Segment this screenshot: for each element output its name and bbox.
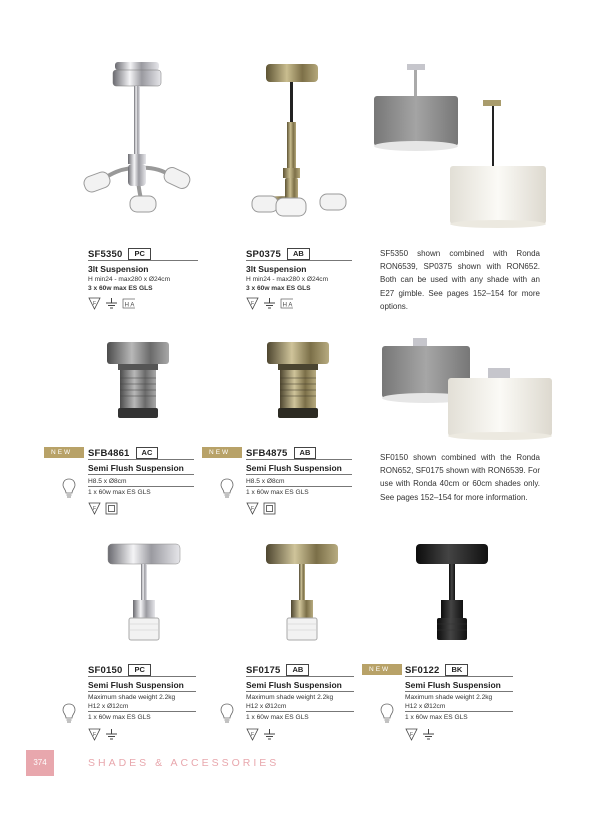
divider [88, 260, 198, 261]
product-code: SFB4861 [88, 447, 130, 459]
combination-note-1: SF5350 shown combined with Ronda RON6539, SP0375 shown with RON652. Both can be used with any shade with an E27 gimble. See pages 152–154 for more options. [380, 249, 540, 311]
product-bulb-spec: 3 x 60w max ES GLS [88, 285, 153, 292]
sf0150-code-row [88, 664, 151, 676]
product-title: Semi Flush Suspension [246, 680, 342, 690]
product-title: Semi Flush Suspension [88, 463, 184, 473]
f-mark-text: F [409, 732, 414, 738]
divider [88, 691, 196, 692]
divider [246, 676, 354, 677]
f-mark-icon [246, 502, 259, 515]
finish-badge: AB [294, 447, 317, 459]
product-title: Semi Flush Suspension [405, 680, 501, 690]
earth-icon [105, 297, 118, 310]
sf0150-product-image [104, 540, 184, 650]
shade-weight: Maximum shade weight 2.2kg [88, 694, 176, 701]
divider [246, 711, 354, 712]
divider [405, 711, 513, 712]
ha-mark-icon [122, 297, 135, 310]
f-mark-text: F [250, 732, 255, 738]
divider [246, 459, 352, 460]
sf0122-cert-icons [405, 728, 435, 741]
finish-badge: AB [287, 248, 310, 260]
bulb-icon [380, 703, 394, 725]
f-mark-icon [88, 728, 101, 741]
double-insulated-icon [263, 502, 276, 515]
product-title: 3lt Suspension [246, 264, 307, 274]
ha-mark-text: H A [124, 302, 135, 309]
product-bulb-spec: 1 x 60w max ES GLS [246, 489, 309, 496]
page-number: 374 [26, 750, 54, 776]
product-dimensions: H12 x Ø12cm [405, 703, 446, 710]
sp0375-product-image [246, 58, 356, 228]
divider [246, 260, 352, 261]
product-code: SP0375 [246, 248, 282, 260]
new-tag: NEW [362, 664, 402, 675]
divider [88, 676, 196, 677]
product-code: SF0122 [405, 664, 440, 676]
sf5350-code-row [88, 248, 151, 260]
bulb-icon [62, 703, 76, 725]
f-mark-text: F [250, 301, 255, 307]
sfb4861-cert-icons [88, 502, 118, 515]
shade-weight: Maximum shade weight 2.2kg [246, 694, 334, 701]
product-code: SFB4875 [246, 447, 288, 459]
f-mark-text: F [92, 732, 97, 738]
f-mark-text: F [92, 506, 97, 512]
divider [246, 691, 354, 692]
f-mark-text: F [92, 301, 97, 307]
divider [88, 486, 194, 487]
double-insulated-icon [105, 502, 118, 515]
section-title: SHADES & ACCESSORIES [88, 757, 280, 769]
divider [246, 474, 352, 475]
f-mark-icon [405, 728, 418, 741]
f-mark-icon [246, 297, 259, 310]
earth-icon [422, 728, 435, 741]
bulb-icon [220, 703, 234, 725]
new-tag: NEW [202, 447, 242, 458]
product-title: Semi Flush Suspension [246, 463, 342, 473]
sf0175-cert-icons [246, 728, 276, 741]
product-code: SF5350 [88, 248, 123, 260]
sp0375-code-row [246, 248, 310, 260]
sf5350-product-image [78, 56, 198, 226]
finish-badge: PC [128, 664, 150, 676]
sfb4875-product-image [264, 338, 334, 420]
new-tag: NEW [44, 447, 84, 458]
product-code: SF0150 [88, 664, 123, 676]
bulb-icon [62, 478, 76, 500]
sf0175-code-row [246, 664, 309, 676]
sf0150-cert-icons [88, 728, 118, 741]
f-mark-icon [88, 502, 101, 515]
product-dimensions: H8.5 x Ø8cm [88, 478, 127, 485]
divider [246, 486, 352, 487]
divider [88, 711, 196, 712]
f-mark-icon [88, 297, 101, 310]
sf5350-cert-icons [88, 297, 135, 310]
divider [88, 474, 194, 475]
f-mark-icon [246, 728, 259, 741]
product-bulb-spec: 1 x 60w max ES GLS [246, 714, 309, 721]
bulb-icon [220, 478, 234, 500]
product-bulb-spec: 1 x 60w max ES GLS [405, 714, 468, 721]
sf0122-code-row [405, 664, 468, 676]
divider [88, 459, 194, 460]
product-title: 3lt Suspension [88, 264, 149, 274]
divider [405, 676, 513, 677]
page-footer [26, 750, 580, 776]
sp0375-cert-icons [246, 297, 293, 310]
product-bulb-spec: 1 x 60w max ES GLS [88, 489, 151, 496]
ha-mark-icon [280, 297, 293, 310]
sfb4861-product-image [104, 338, 174, 420]
ronda-shades-image-1 [366, 62, 566, 232]
product-dimensions: H8.5 x Ø8cm [246, 478, 285, 485]
product-bulb-spec: 3 x 60w max ES GLS [246, 285, 311, 292]
earth-icon [263, 297, 276, 310]
sf0122-product-image [412, 540, 492, 650]
sf0175-product-image [262, 540, 342, 650]
finish-badge: AB [286, 664, 309, 676]
ronda-shades-image-2 [378, 338, 558, 448]
product-title: Semi Flush Suspension [88, 680, 184, 690]
product-dimensions: H min24 - max280 x Ø24cm [88, 276, 171, 283]
product-dimensions: H min24 - max280 x Ø24cm [246, 276, 329, 283]
sfb4861-code-row [88, 447, 158, 459]
product-bulb-spec: 1 x 60w max ES GLS [88, 714, 151, 721]
sfb4875-code-row [246, 447, 316, 459]
finish-badge: PC [128, 248, 150, 260]
product-dimensions: H12 x Ø12cm [88, 703, 129, 710]
divider [405, 691, 513, 692]
combination-note-2: SF0150 shown combined with the Ronda RON652, SF0175 shown with RON6539. For use with Ronda 40cm or 60cm shades only. See pages 152–154 for more information. [380, 453, 540, 502]
earth-icon [105, 728, 118, 741]
product-dimensions: H12 x Ø12cm [246, 703, 287, 710]
ha-mark-text: H A [282, 302, 293, 309]
finish-badge: AC [136, 447, 159, 459]
f-mark-text: F [250, 506, 255, 512]
earth-icon [263, 728, 276, 741]
shade-weight: Maximum shade weight 2.2kg [405, 694, 493, 701]
sfb4875-cert-icons [246, 502, 276, 515]
product-code: SF0175 [246, 664, 281, 676]
finish-badge: BK [445, 664, 468, 676]
